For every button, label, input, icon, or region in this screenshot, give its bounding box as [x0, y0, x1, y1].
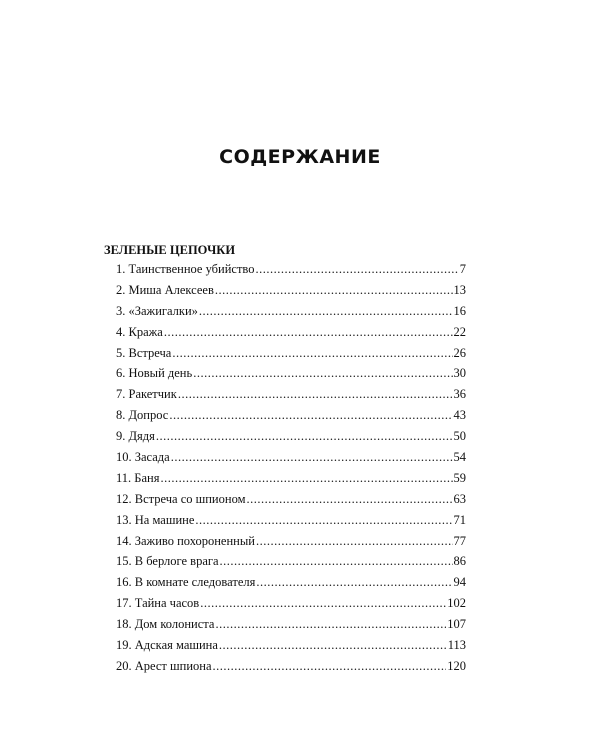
toc-entry-title: 8. Допрос — [116, 408, 169, 423]
toc-entry-page: 59 — [453, 470, 466, 485]
toc-entry-page: 102 — [447, 596, 466, 611]
toc-entry — [116, 575, 466, 596]
dot-leader — [156, 429, 453, 444]
toc-entry-title: 10. Засада — [116, 450, 170, 465]
toc-entry — [116, 325, 466, 346]
dot-leader — [247, 492, 453, 507]
toc-entry — [116, 554, 466, 575]
toc-entry-title: 9. Дядя — [116, 429, 155, 444]
toc-entry — [116, 617, 466, 638]
dot-leader — [200, 596, 446, 611]
dot-leader — [256, 534, 453, 549]
toc-entry-page: 113 — [447, 638, 466, 653]
toc-entry-page: 71 — [453, 512, 466, 527]
dot-leader — [215, 283, 453, 298]
toc-entry-page: 54 — [453, 450, 466, 465]
dot-leader — [256, 262, 459, 277]
toc-entry — [116, 471, 466, 492]
toc-entry — [116, 262, 466, 283]
toc-entry — [116, 596, 466, 617]
dot-leader — [178, 387, 453, 402]
toc-entry-title: 2. Миша Алексеев — [116, 282, 214, 297]
toc-entry-title: 15. В берлоге врага — [116, 554, 219, 569]
toc-entry — [116, 429, 466, 450]
toc-entry-page: 36 — [453, 387, 466, 402]
toc-entry-title: 3. «Зажигалки» — [116, 303, 198, 318]
dot-leader — [160, 471, 452, 486]
toc-entry-page: 94 — [453, 575, 466, 590]
dot-leader — [219, 638, 447, 653]
toc-entry — [116, 659, 466, 680]
toc-entry — [116, 450, 466, 471]
dot-leader — [256, 575, 452, 590]
toc-entry-title: 18. Дом колониста — [116, 617, 215, 632]
toc-entry-title: 19. Адская машина — [116, 638, 218, 653]
toc-entry-page: 30 — [453, 366, 466, 381]
toc-entry-title: 7. Ракетчик — [116, 387, 177, 402]
toc-entry — [116, 283, 466, 304]
dot-leader — [171, 450, 453, 465]
toc-entry-title: 16. В комнате следователя — [116, 575, 256, 590]
toc-entry — [116, 387, 466, 408]
toc-entry — [116, 366, 466, 387]
toc-entry-page: 13 — [453, 282, 466, 297]
toc-entry-title: 5. Встреча — [116, 345, 172, 360]
toc-entry-page: 43 — [453, 408, 466, 423]
toc-entry-page: 50 — [453, 429, 466, 444]
dot-leader — [172, 346, 452, 361]
toc-entry-page: 107 — [447, 617, 466, 632]
toc-entry-title: 13. На машине — [116, 512, 195, 527]
toc-entry — [116, 638, 466, 659]
dot-leader — [213, 659, 447, 674]
toc-entry-title: 20. Арест шпиона — [116, 658, 212, 673]
toc-entry — [116, 492, 466, 513]
page-title: СОДЕРЖАНИЕ — [219, 146, 381, 168]
toc-entry — [116, 346, 466, 367]
toc-entry-page: 77 — [453, 533, 466, 548]
toc-entry-title: 6. Новый день — [116, 366, 193, 381]
toc-entry-page: 7 — [459, 262, 466, 276]
toc-entry-title: 14. Заживо похороненный — [116, 533, 255, 548]
toc-entry-page: 120 — [447, 658, 466, 673]
toc-entry-page: 86 — [453, 554, 466, 569]
toc-entry-page: 63 — [453, 491, 466, 506]
toc-entry-title: 1. Таинственное убийство — [116, 262, 255, 276]
toc-entry-page: 16 — [453, 303, 466, 318]
table-of-contents — [116, 262, 466, 680]
dot-leader — [164, 325, 453, 340]
dot-leader — [195, 513, 452, 528]
dot-leader — [220, 554, 453, 569]
toc-entry — [116, 513, 466, 534]
dot-leader — [215, 617, 446, 632]
toc-entry-title: 17. Тайна часов — [116, 596, 200, 611]
toc-entry-page: 26 — [453, 345, 466, 360]
dot-leader — [169, 408, 452, 423]
toc-entry-page: 22 — [453, 324, 466, 339]
dot-leader — [199, 304, 453, 319]
toc-entry-title: 4. Кража — [116, 324, 163, 339]
dot-leader — [193, 366, 452, 381]
toc-entry — [116, 534, 466, 555]
toc-entry — [116, 408, 466, 429]
toc-entry-title: 12. Встреча со шпионом — [116, 491, 246, 506]
section-heading: ЗЕЛЕНЫЕ ЦЕПОЧКИ — [104, 243, 236, 257]
toc-entry — [116, 304, 466, 325]
toc-entry-title: 11. Баня — [116, 470, 160, 485]
